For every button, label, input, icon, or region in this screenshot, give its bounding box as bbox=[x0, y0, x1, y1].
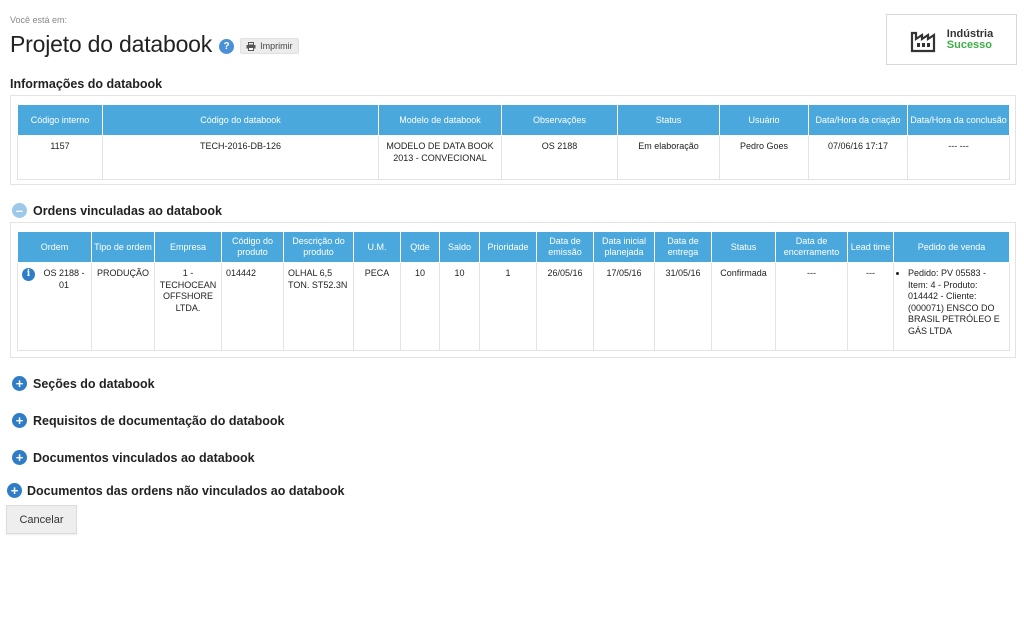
title-row bbox=[10, 31, 299, 58]
table-cell: 07/06/16 17:17 bbox=[809, 136, 908, 180]
table-cell: 1 bbox=[480, 263, 537, 351]
info-header[interactable]: Data/Hora da conclusão bbox=[908, 105, 1010, 136]
table-cell: OLHAL 6,5 TON. ST52.3N bbox=[284, 263, 354, 351]
orders-header[interactable]: Data de entrega bbox=[655, 232, 712, 263]
orders-header[interactable]: Ordem bbox=[18, 232, 92, 263]
orders-header[interactable]: Status bbox=[712, 232, 776, 263]
section-toggle-documentos[interactable] bbox=[12, 450, 255, 465]
list-item: • Pedido: PV 05583 - Item: 4 - Produto: 014442 - Cliente: (000071) ENSCO DO BRASIL PETRÓLEO E GÁS LTDA bbox=[908, 268, 1007, 337]
breadcrumb: Você está em: bbox=[10, 15, 68, 25]
orders-header[interactable]: Data de emissão bbox=[537, 232, 594, 263]
orders-header-row bbox=[18, 232, 1010, 263]
section-toggle-requisitos[interactable] bbox=[12, 413, 284, 428]
info-header[interactable]: Usuário bbox=[720, 105, 809, 136]
plus-circle-icon[interactable]: + bbox=[12, 450, 27, 465]
company-logo bbox=[886, 14, 1017, 65]
table-cell: 10 bbox=[440, 263, 480, 351]
orders-header[interactable]: Lead time bbox=[848, 232, 894, 263]
logo-line1: Indústria bbox=[946, 27, 994, 40]
plus-circle-icon[interactable]: + bbox=[12, 376, 27, 391]
table-cell: 26/05/16 bbox=[537, 263, 594, 351]
table-cell: 014442 bbox=[222, 263, 284, 351]
orders-header[interactable]: Código do produto bbox=[222, 232, 284, 263]
table-row bbox=[18, 263, 1010, 351]
logo-text bbox=[947, 29, 993, 51]
orders-header[interactable]: Prioridade bbox=[480, 232, 537, 263]
order-number: OS 2188 - 01 bbox=[43, 268, 85, 290]
table-cell: TECH-2016-DB-126 bbox=[103, 136, 379, 180]
orders-header[interactable]: Saldo bbox=[440, 232, 480, 263]
table-cell: 1 - TECHOCEAN OFFSHORE LTDA. bbox=[155, 263, 222, 351]
orders-header[interactable]: Tipo de ordem bbox=[92, 232, 155, 263]
table-cell: PRODUÇÃO bbox=[92, 263, 155, 351]
info-header[interactable]: Status bbox=[618, 105, 720, 136]
info-panel bbox=[10, 95, 1016, 185]
factory-icon bbox=[910, 27, 942, 53]
print-button[interactable] bbox=[240, 38, 299, 54]
table-cell: 10 bbox=[401, 263, 440, 351]
info-header-row bbox=[18, 105, 1010, 136]
table-cell: --- bbox=[848, 263, 894, 351]
orders-header[interactable]: Data inicial planejada bbox=[594, 232, 655, 263]
info-section-title: Informações do databook bbox=[10, 77, 163, 91]
print-label: Imprimir bbox=[260, 41, 293, 51]
logo-line2: Sucesso bbox=[946, 38, 993, 51]
info-header[interactable]: Código interno bbox=[18, 105, 103, 136]
orders-section-toggle[interactable] bbox=[12, 203, 222, 218]
sales-order-cell bbox=[894, 263, 1010, 351]
plus-circle-icon[interactable]: + bbox=[7, 483, 22, 498]
table-cell: PECA bbox=[354, 263, 401, 351]
info-table bbox=[17, 104, 1010, 180]
printer-icon bbox=[246, 42, 256, 51]
table-cell: OS 2188 bbox=[502, 136, 618, 180]
minus-circle-icon[interactable]: – bbox=[12, 203, 27, 218]
sales-order-list bbox=[896, 268, 1007, 337]
info-header[interactable]: Código do databook bbox=[103, 105, 379, 136]
info-icon[interactable]: i bbox=[22, 268, 35, 281]
table-cell: 31/05/16 bbox=[655, 263, 712, 351]
table-cell: 1157 bbox=[18, 136, 103, 180]
section-toggle-documentos-ordens[interactable] bbox=[7, 483, 344, 498]
order-cell bbox=[18, 263, 92, 351]
info-header[interactable]: Modelo de databook bbox=[379, 105, 502, 136]
orders-table bbox=[17, 231, 1010, 351]
orders-header[interactable]: Descrição do produto bbox=[284, 232, 354, 263]
table-cell: Pedro Goes bbox=[720, 136, 809, 180]
page-title: Projeto do databook bbox=[10, 31, 213, 57]
table-cell: Em elaboração bbox=[618, 136, 720, 180]
orders-header[interactable]: U.M. bbox=[354, 232, 401, 263]
table-cell: --- --- bbox=[908, 136, 1010, 180]
section-title: Documentos vinculados ao databook bbox=[33, 450, 255, 465]
orders-header[interactable]: Qtde bbox=[401, 232, 440, 263]
section-title: Documentos das ordens não vinculados ao databook bbox=[27, 483, 345, 498]
question-icon[interactable]: ? bbox=[219, 39, 234, 54]
orders-header[interactable]: Data de encerramento bbox=[776, 232, 848, 263]
orders-panel bbox=[10, 222, 1016, 358]
section-title: Seções do databook bbox=[33, 376, 155, 391]
cancel-button[interactable]: Cancelar bbox=[6, 505, 77, 534]
table-cell: Confirmada bbox=[712, 263, 776, 351]
info-header[interactable]: Data/Hora da criação bbox=[809, 105, 908, 136]
table-row bbox=[18, 136, 1010, 180]
section-toggle-secoes[interactable] bbox=[12, 376, 155, 391]
table-cell: --- bbox=[776, 263, 848, 351]
table-cell: 17/05/16 bbox=[594, 263, 655, 351]
orders-header[interactable]: Pedido de venda bbox=[894, 232, 1010, 263]
plus-circle-icon[interactable]: + bbox=[12, 413, 27, 428]
orders-header[interactable]: Empresa bbox=[155, 232, 222, 263]
table-cell: MODELO DE DATA BOOK 2013 - CONVECIONAL bbox=[379, 136, 502, 180]
info-header[interactable]: Observações bbox=[502, 105, 618, 136]
orders-section-title: Ordens vinculadas ao databook bbox=[33, 203, 222, 218]
section-title: Requisitos de documentação do databook bbox=[33, 413, 285, 428]
